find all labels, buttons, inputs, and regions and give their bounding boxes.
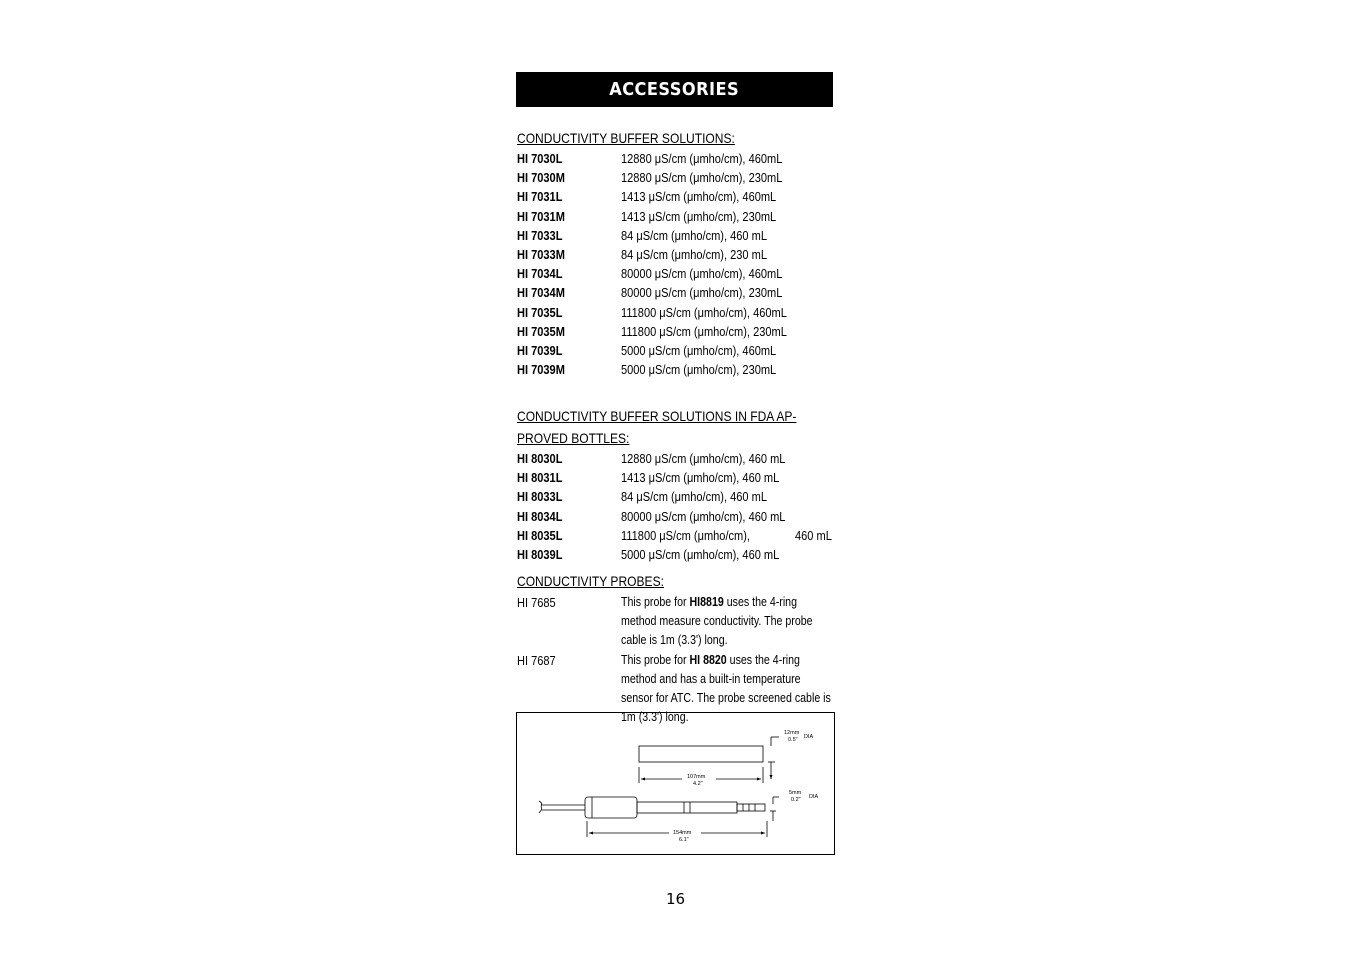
product-code: HI 7031M: [517, 208, 565, 224]
product-description: 1413 μS/cm (μmho/cm), 230mL: [621, 208, 777, 224]
product-code: HI 8039L: [517, 547, 563, 562]
product-code: HI 7033M: [517, 247, 565, 262]
dim-top-in: 0.5": [788, 737, 798, 743]
product-description: 84 μS/cm (μmho/cm), 230 mL: [621, 247, 767, 262]
product-row: [517, 528, 837, 547]
probe-desc-post: uses the 4-ring method measure conductivity. The probe cable is 1m (3.3') long.: [621, 595, 813, 647]
product-code: HI 7039L: [517, 343, 563, 358]
probe-code: HI 7687: [517, 653, 556, 668]
product-description: 5000 μS/cm (μmho/cm), 460 mL: [621, 547, 780, 562]
product-code: HI 8035L: [517, 527, 563, 543]
product-description: 111800 μS/cm (μmho/cm),: [621, 527, 751, 543]
product-row: [517, 362, 837, 381]
product-code: HI 7034M: [517, 285, 565, 301]
product-code: HI 7030M: [517, 170, 565, 186]
product-description: 12880 μS/cm (μmho/cm), 230mL: [621, 170, 783, 186]
product-description: 111800 μS/cm (μmho/cm), 230mL: [621, 323, 787, 339]
probe-model: HI 8820: [689, 653, 727, 667]
page-number: 16: [665, 890, 686, 908]
product-row: [517, 305, 837, 324]
dim-tip-mm: 5mm: [789, 790, 802, 796]
dim-top-mm: 12mm: [784, 730, 800, 736]
product-description: 80000 μS/cm (μmho/cm), 460 mL: [621, 508, 786, 524]
product-code: HI 7035L: [517, 304, 563, 320]
probe-model: HI8819: [689, 595, 724, 609]
product-row: [517, 247, 837, 266]
product-description: 12880 μS/cm (μmho/cm), 460 mL: [621, 451, 786, 466]
probes-heading: CONDUCTIVITY PROBES:: [517, 573, 664, 589]
product-row: [517, 189, 837, 208]
product-row: [517, 470, 837, 489]
product-row: [517, 151, 837, 170]
product-row: [517, 170, 837, 189]
product-code: HI 8033L: [517, 489, 563, 505]
banner-title: ACCESSORIES: [609, 79, 740, 100]
probe-drawing-svg: [517, 713, 834, 854]
product-code: HI 7035M: [517, 323, 565, 339]
fda-solutions-heading-line2: PROVED BOTTLES:: [517, 430, 630, 446]
product-row: [517, 285, 837, 304]
product-row: [517, 324, 837, 343]
product-row: [517, 209, 837, 228]
probe-description: [621, 593, 835, 650]
section-banner: [516, 72, 833, 107]
product-row: [517, 266, 837, 285]
product-description: 5000 μS/cm (μmho/cm), 460mL: [621, 343, 777, 358]
product-description: 1413 μS/cm (μmho/cm), 460 mL: [621, 470, 780, 486]
product-code: HI 8030L: [517, 451, 563, 466]
product-row: [517, 509, 837, 528]
dim-top-dia: DIA: [804, 734, 814, 740]
product-description: 80000 μS/cm (μmho/cm), 460mL: [621, 266, 783, 282]
product-row: [517, 451, 837, 470]
dim-total-in: 6.1": [679, 837, 689, 843]
probe-desc-post: uses the 4-ring method and has a built-in temperature sensor for ATC. The probe screened cable is 1m (3.3') long.: [621, 653, 831, 724]
product-row: [517, 489, 837, 508]
product-code: HI 7034L: [517, 266, 563, 282]
product-description: 84 μS/cm (μmho/cm), 460 mL: [621, 489, 767, 505]
product-code: HI 7030L: [517, 151, 563, 166]
probe-desc-pre: This probe for: [621, 653, 690, 667]
dim-body-in: 4.2": [693, 781, 703, 787]
product-code: HI 8034L: [517, 508, 563, 524]
product-description: 1413 μS/cm (μmho/cm), 460mL: [621, 189, 777, 205]
dim-tip-dia: DIA: [809, 794, 819, 800]
probe-body-outline: [639, 746, 763, 762]
product-code: HI 7031L: [517, 189, 563, 205]
product-row: [517, 547, 837, 566]
dim-tip-in: 0.2": [791, 797, 801, 803]
probe-dimension-drawing: [516, 712, 835, 855]
product-description: 5000 μS/cm (μmho/cm), 230mL: [621, 362, 777, 378]
product-row: [517, 343, 837, 362]
product-description: 84 μS/cm (μmho/cm), 460 mL: [621, 227, 767, 243]
buffer-solutions-heading: CONDUCTIVITY BUFFER SOLUTIONS:: [517, 130, 735, 146]
product-description: 12880 μS/cm (μmho/cm), 460mL: [621, 151, 783, 166]
product-row: [517, 228, 837, 247]
product-code: HI 8031L: [517, 470, 563, 486]
product-code: HI 7033L: [517, 227, 563, 243]
product-code: HI 7039M: [517, 362, 565, 378]
product-volume: 460 mL: [795, 527, 832, 543]
dim-total-mm: 154mm: [673, 830, 692, 836]
fda-solutions-heading-line1: CONDUCTIVITY BUFFER SOLUTIONS IN FDA AP-: [517, 408, 797, 424]
probe-desc-pre: This probe for: [621, 595, 690, 609]
dim-body-mm: 107mm: [687, 774, 706, 780]
probe-code: HI 7685: [517, 595, 556, 610]
product-description: 111800 μS/cm (μmho/cm), 460mL: [621, 304, 787, 320]
product-description: 80000 μS/cm (μmho/cm), 230mL: [621, 285, 783, 301]
